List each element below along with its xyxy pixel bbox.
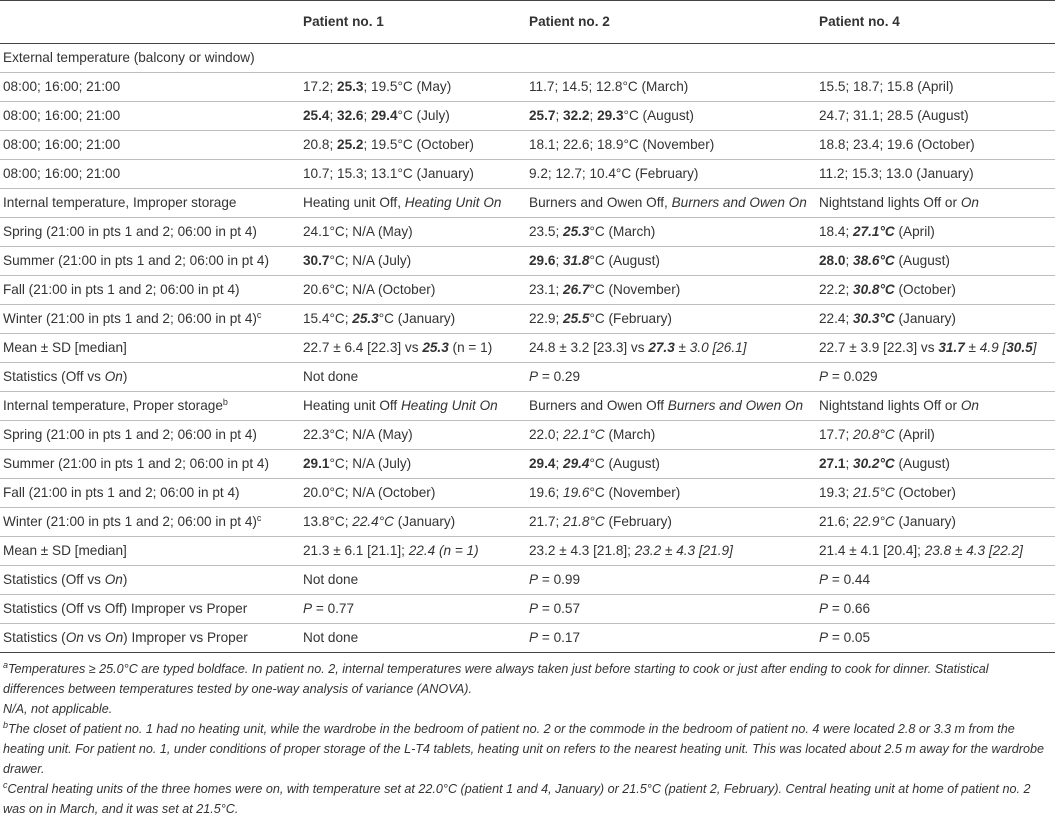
cell-p1: 20.8; 25.2; 19.5°C (October): [300, 131, 526, 160]
cell-p1: Not done: [300, 566, 526, 595]
cell-p2: 23.5; 25.3°C (March): [526, 218, 816, 247]
table-row: [0, 44, 1055, 73]
row-label: Statistics (Off vs On): [0, 566, 300, 595]
cell-p2: 29.4; 29.4°C (August): [526, 450, 816, 479]
cell-p2: P = 0.57: [526, 595, 816, 624]
header-row: [0, 1, 1055, 44]
footnote-c: $^c$Central heating units of the three homes were on, with temperature set at 22.0°C (patient 1 and 4, January) or 21.5°C (patient 2, February). Central heating unit at home of patient no. 2 was on in March, and it was set at 21.5°C.: [3, 780, 1031, 816]
cell-p1: 10.7; 15.3; 13.1°C (January): [300, 160, 526, 189]
row-label: Winter (21:00 in pts 1 and 2; 06:00 in pt 4)$^c$: [0, 305, 300, 334]
cell-p1: 24.1°C; N/A (May): [300, 218, 526, 247]
cell-p4: P = 0.66: [816, 595, 1055, 624]
table-row: [0, 392, 1055, 421]
row-label: Internal temperature, Improper storage: [0, 189, 300, 218]
cell-p4: 17.7; 20.8°C (April): [816, 421, 1055, 450]
cell-p4: 22.7 ± 3.9 [22.3] vs 31.7 ± 4.9 [30.5]: [816, 334, 1055, 363]
row-label: 08:00; 16:00; 21:00: [0, 131, 300, 160]
table-row: [0, 218, 1055, 247]
table-row: [0, 305, 1055, 334]
cell-p2: 23.2 ± 4.3 [21.8]; 23.2 ± 4.3 [21.9]: [526, 537, 816, 566]
cell-p2: 9.2; 12.7; 10.4°C (February): [526, 160, 816, 189]
table-row: [0, 189, 1055, 218]
cell-p4: P = 0.029: [816, 363, 1055, 392]
cell-p2: P = 0.29: [526, 363, 816, 392]
cell-p1: 25.4; 32.6; 29.4°C (July): [300, 102, 526, 131]
cell-p2: 25.7; 32.2; 29.3°C (August): [526, 102, 816, 131]
table-row: [0, 450, 1055, 479]
cell-p2: P = 0.99: [526, 566, 816, 595]
table-row: [0, 595, 1055, 624]
cell-p4: 28.0; 38.6°C (August): [816, 247, 1055, 276]
cell-p1: 22.7 ± 6.4 [22.3] vs 25.3 (n = 1): [300, 334, 526, 363]
header-patient-1: Patient no. 1: [300, 1, 526, 44]
cell-p2: 19.6; 19.6°C (November): [526, 479, 816, 508]
footnote-na: N/A, not applicable.: [3, 702, 113, 716]
cell-p4: [816, 44, 1055, 73]
cell-p1: 17.2; 25.3; 19.5°C (May): [300, 73, 526, 102]
cell-p4: Nightstand lights Off or On: [816, 189, 1055, 218]
header-patient-2: Patient no. 2: [526, 1, 816, 44]
cell-p4: 21.4 ± 4.1 [20.4]; 23.8 ± 4.3 [22.2]: [816, 537, 1055, 566]
cell-p1: 29.1°C; N/A (July): [300, 450, 526, 479]
cell-p1: 20.6°C; N/A (October): [300, 276, 526, 305]
cell-p1: 20.0°C; N/A (October): [300, 479, 526, 508]
cell-p4: P = 0.05: [816, 624, 1055, 653]
row-label: Statistics (Off vs On): [0, 363, 300, 392]
cell-p2: 11.7; 14.5; 12.8°C (March): [526, 73, 816, 102]
table-row: [0, 624, 1055, 653]
table-row: [0, 334, 1055, 363]
cell-p1: P = 0.77: [300, 595, 526, 624]
cell-p4: 18.8; 23.4; 19.6 (October): [816, 131, 1055, 160]
cell-p4: 22.2; 30.8°C (October): [816, 276, 1055, 305]
cell-p1: Not done: [300, 363, 526, 392]
row-label: 08:00; 16:00; 21:00: [0, 102, 300, 131]
cell-p1: 21.3 ± 6.1 [21.1]; 22.4 (n = 1): [300, 537, 526, 566]
cell-p1: 22.3°C; N/A (May): [300, 421, 526, 450]
row-label: Summer (21:00 in pts 1 and 2; 06:00 in pt 4): [0, 450, 300, 479]
cell-p2: 24.8 ± 3.2 [23.3] vs 27.3 ± 3.0 [26.1]: [526, 334, 816, 363]
cell-p1: [300, 44, 526, 73]
footnotes: [0, 653, 1055, 819]
cell-p4: 24.7; 31.1; 28.5 (August): [816, 102, 1055, 131]
row-label: Fall (21:00 in pts 1 and 2; 06:00 in pt 4): [0, 479, 300, 508]
table-row: [0, 73, 1055, 102]
row-label: External temperature (balcony or window): [0, 44, 300, 73]
cell-p1: 13.8°C; 22.4°C (January): [300, 508, 526, 537]
cell-p4: 19.3; 21.5°C (October): [816, 479, 1055, 508]
row-label: Mean ± SD [median]: [0, 334, 300, 363]
cell-p2: 18.1; 22.6; 18.9°C (November): [526, 131, 816, 160]
table-row: [0, 479, 1055, 508]
cell-p2: 22.9; 25.5°C (February): [526, 305, 816, 334]
cell-p1: 30.7°C; N/A (July): [300, 247, 526, 276]
table-row: [0, 566, 1055, 595]
cell-p4: 18.4; 27.1°C (April): [816, 218, 1055, 247]
cell-p4: 27.1; 30.2°C (August): [816, 450, 1055, 479]
cell-p4: 11.2; 15.3; 13.0 (January): [816, 160, 1055, 189]
cell-p4: P = 0.44: [816, 566, 1055, 595]
row-label: Mean ± SD [median]: [0, 537, 300, 566]
row-label: Winter (21:00 in pts 1 and 2; 06:00 in pt 4)$^c$: [0, 508, 300, 537]
cell-p2: [526, 44, 816, 73]
footnote-a: $^a$Temperatures ≥ 25.0°C are typed boldface. In patient no. 2, internal temperatures were always taken just before starting to cook or just after ending to cook for dinner. Statistical differences between temperatures tested by one-way analysis of variance (ANOVA).: [3, 660, 989, 696]
cell-p2: Burners and Owen Off Burners and Owen On: [526, 392, 816, 421]
table-row: [0, 363, 1055, 392]
table-row: [0, 102, 1055, 131]
row-label: 08:00; 16:00; 21:00: [0, 160, 300, 189]
row-label: Statistics (On vs On) Improper vs Proper: [0, 624, 300, 653]
cell-p1: Heating unit Off Heating Unit On: [300, 392, 526, 421]
row-label: Statistics (Off vs Off) Improper vs Proper: [0, 595, 300, 624]
footnote-b: $^b$The closet of patient no. 1 had no heating unit, while the wardrobe in the bedroom of patient no. 2 or the commode in the bedroom of patient no. 4 were located 2.8 or 3.3 m from the heating unit. For patient no. 1, under conditions of proper storage of the L-T4 tablets, heating unit on refers to the nearest heating unit. This was located about 2.5 m away for the wardrobe drawer.: [3, 720, 1045, 776]
row-label: Fall (21:00 in pts 1 and 2; 06:00 in pt 4): [0, 276, 300, 305]
table-row: [0, 247, 1055, 276]
header-patient-4: Patient no. 4: [816, 1, 1055, 44]
table-row: [0, 537, 1055, 566]
cell-p4: 21.6; 22.9°C (January): [816, 508, 1055, 537]
table-row: [0, 160, 1055, 189]
row-label: Summer (21:00 in pts 1 and 2; 06:00 in pt 4): [0, 247, 300, 276]
cell-p1: Heating unit Off, Heating Unit On: [300, 189, 526, 218]
table-row: [0, 131, 1055, 160]
cell-p1: 15.4°C; 25.3°C (January): [300, 305, 526, 334]
row-label: Spring (21:00 in pts 1 and 2; 06:00 in pt 4): [0, 218, 300, 247]
cell-p2: Burners and Owen Off, Burners and Owen On: [526, 189, 816, 218]
row-label: Internal temperature, Proper storage$^b$: [0, 392, 300, 421]
cell-p2: P = 0.17: [526, 624, 816, 653]
cell-p4: Nightstand lights Off or On: [816, 392, 1055, 421]
cell-p2: 22.0; 22.1°C (March): [526, 421, 816, 450]
row-label: 08:00; 16:00; 21:00: [0, 73, 300, 102]
cell-p4: 15.5; 18.7; 15.8 (April): [816, 73, 1055, 102]
cell-p2: 29.6; 31.8°C (August): [526, 247, 816, 276]
table-row: [0, 276, 1055, 305]
table-row: [0, 508, 1055, 537]
cell-p2: 23.1; 26.7°C (November): [526, 276, 816, 305]
cell-p4: 22.4; 30.3°C (January): [816, 305, 1055, 334]
header-empty: [0, 1, 300, 44]
cell-p1: Not done: [300, 624, 526, 653]
row-label: Spring (21:00 in pts 1 and 2; 06:00 in pt 4): [0, 421, 300, 450]
table-row: [0, 421, 1055, 450]
cell-p2: 21.7; 21.8°C (February): [526, 508, 816, 537]
